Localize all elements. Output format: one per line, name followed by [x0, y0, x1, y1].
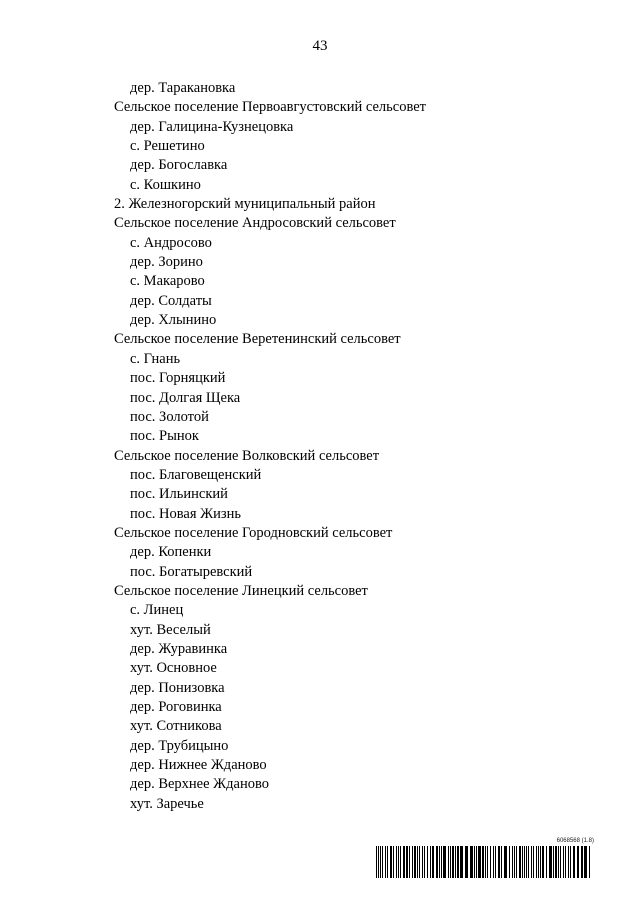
list-item: пос. Ильинский [130, 486, 228, 503]
list-item: хут. Заречье [130, 795, 204, 812]
section-heading: 2. Железногорский муниципальный район [114, 196, 376, 213]
barcode-icon [376, 846, 594, 878]
section-heading: Сельское поселение Веретенинский сельсовет [114, 331, 401, 348]
list-item: пос. Новая Жизнь [130, 505, 242, 522]
list-item: пос. Рынок [130, 428, 199, 445]
list-item: хут. Основное [130, 660, 217, 677]
section-heading: Сельское поселение Волковский сельсовет [114, 447, 380, 464]
list-item: дер. Галицина-Кузнецовка [130, 118, 294, 135]
section-heading: Сельское поселение Линецкий сельсовет [114, 582, 368, 599]
list-item: дер. Хлынино [130, 312, 217, 329]
list-item: дер. Нижнее Жданово [130, 757, 267, 774]
list-item: дер. Богославка [130, 157, 228, 174]
barcode-block [376, 838, 594, 880]
section-heading: Сельское поселение Первоавгустовский сельсовет [114, 99, 427, 116]
list-item: дер. Зорино [130, 254, 203, 271]
list-item: с. Гнань [130, 350, 181, 367]
list-item: дер. Роговинка [130, 699, 222, 715]
list-item: пос. Богатыревский [130, 563, 253, 580]
list-item: дер. Понизовка [130, 679, 225, 696]
list-item: с. Линец [130, 602, 184, 619]
list-item: с. Кошкино [130, 176, 201, 193]
list-item: дер. Таракановка [130, 80, 236, 96]
list-item: с. Макарово [130, 273, 205, 290]
list-item: дер. Копенки [130, 544, 212, 561]
list-item: дер. Трубицыно [130, 737, 229, 754]
list-item: дер. Верхнее Жданово [130, 776, 269, 793]
list-item: с. Решетино [130, 138, 205, 155]
barcode-label: 6068568 (1.8) [556, 838, 594, 844]
list-item: дер. Журавинка [130, 640, 228, 657]
list-item: дер. Солдаты [130, 292, 212, 309]
page-number: 43 [312, 38, 328, 54]
list-item: хут. Сотникова [130, 718, 222, 735]
list-item: с. Андросово [130, 234, 212, 251]
document-body [0, 79, 640, 814]
list-item: пос. Золотой [130, 408, 209, 425]
list-item: хут. Веселый [130, 621, 211, 638]
list-item: пос. Долгая Щека [130, 389, 241, 406]
section-heading: Сельское поселение Андросовский сельсовет [114, 215, 396, 232]
list-item: пос. Горняцкий [130, 370, 226, 387]
list-item: пос. Благовещенский [130, 466, 262, 483]
section-heading: Сельское поселение Городновский сельсовет [114, 524, 393, 541]
